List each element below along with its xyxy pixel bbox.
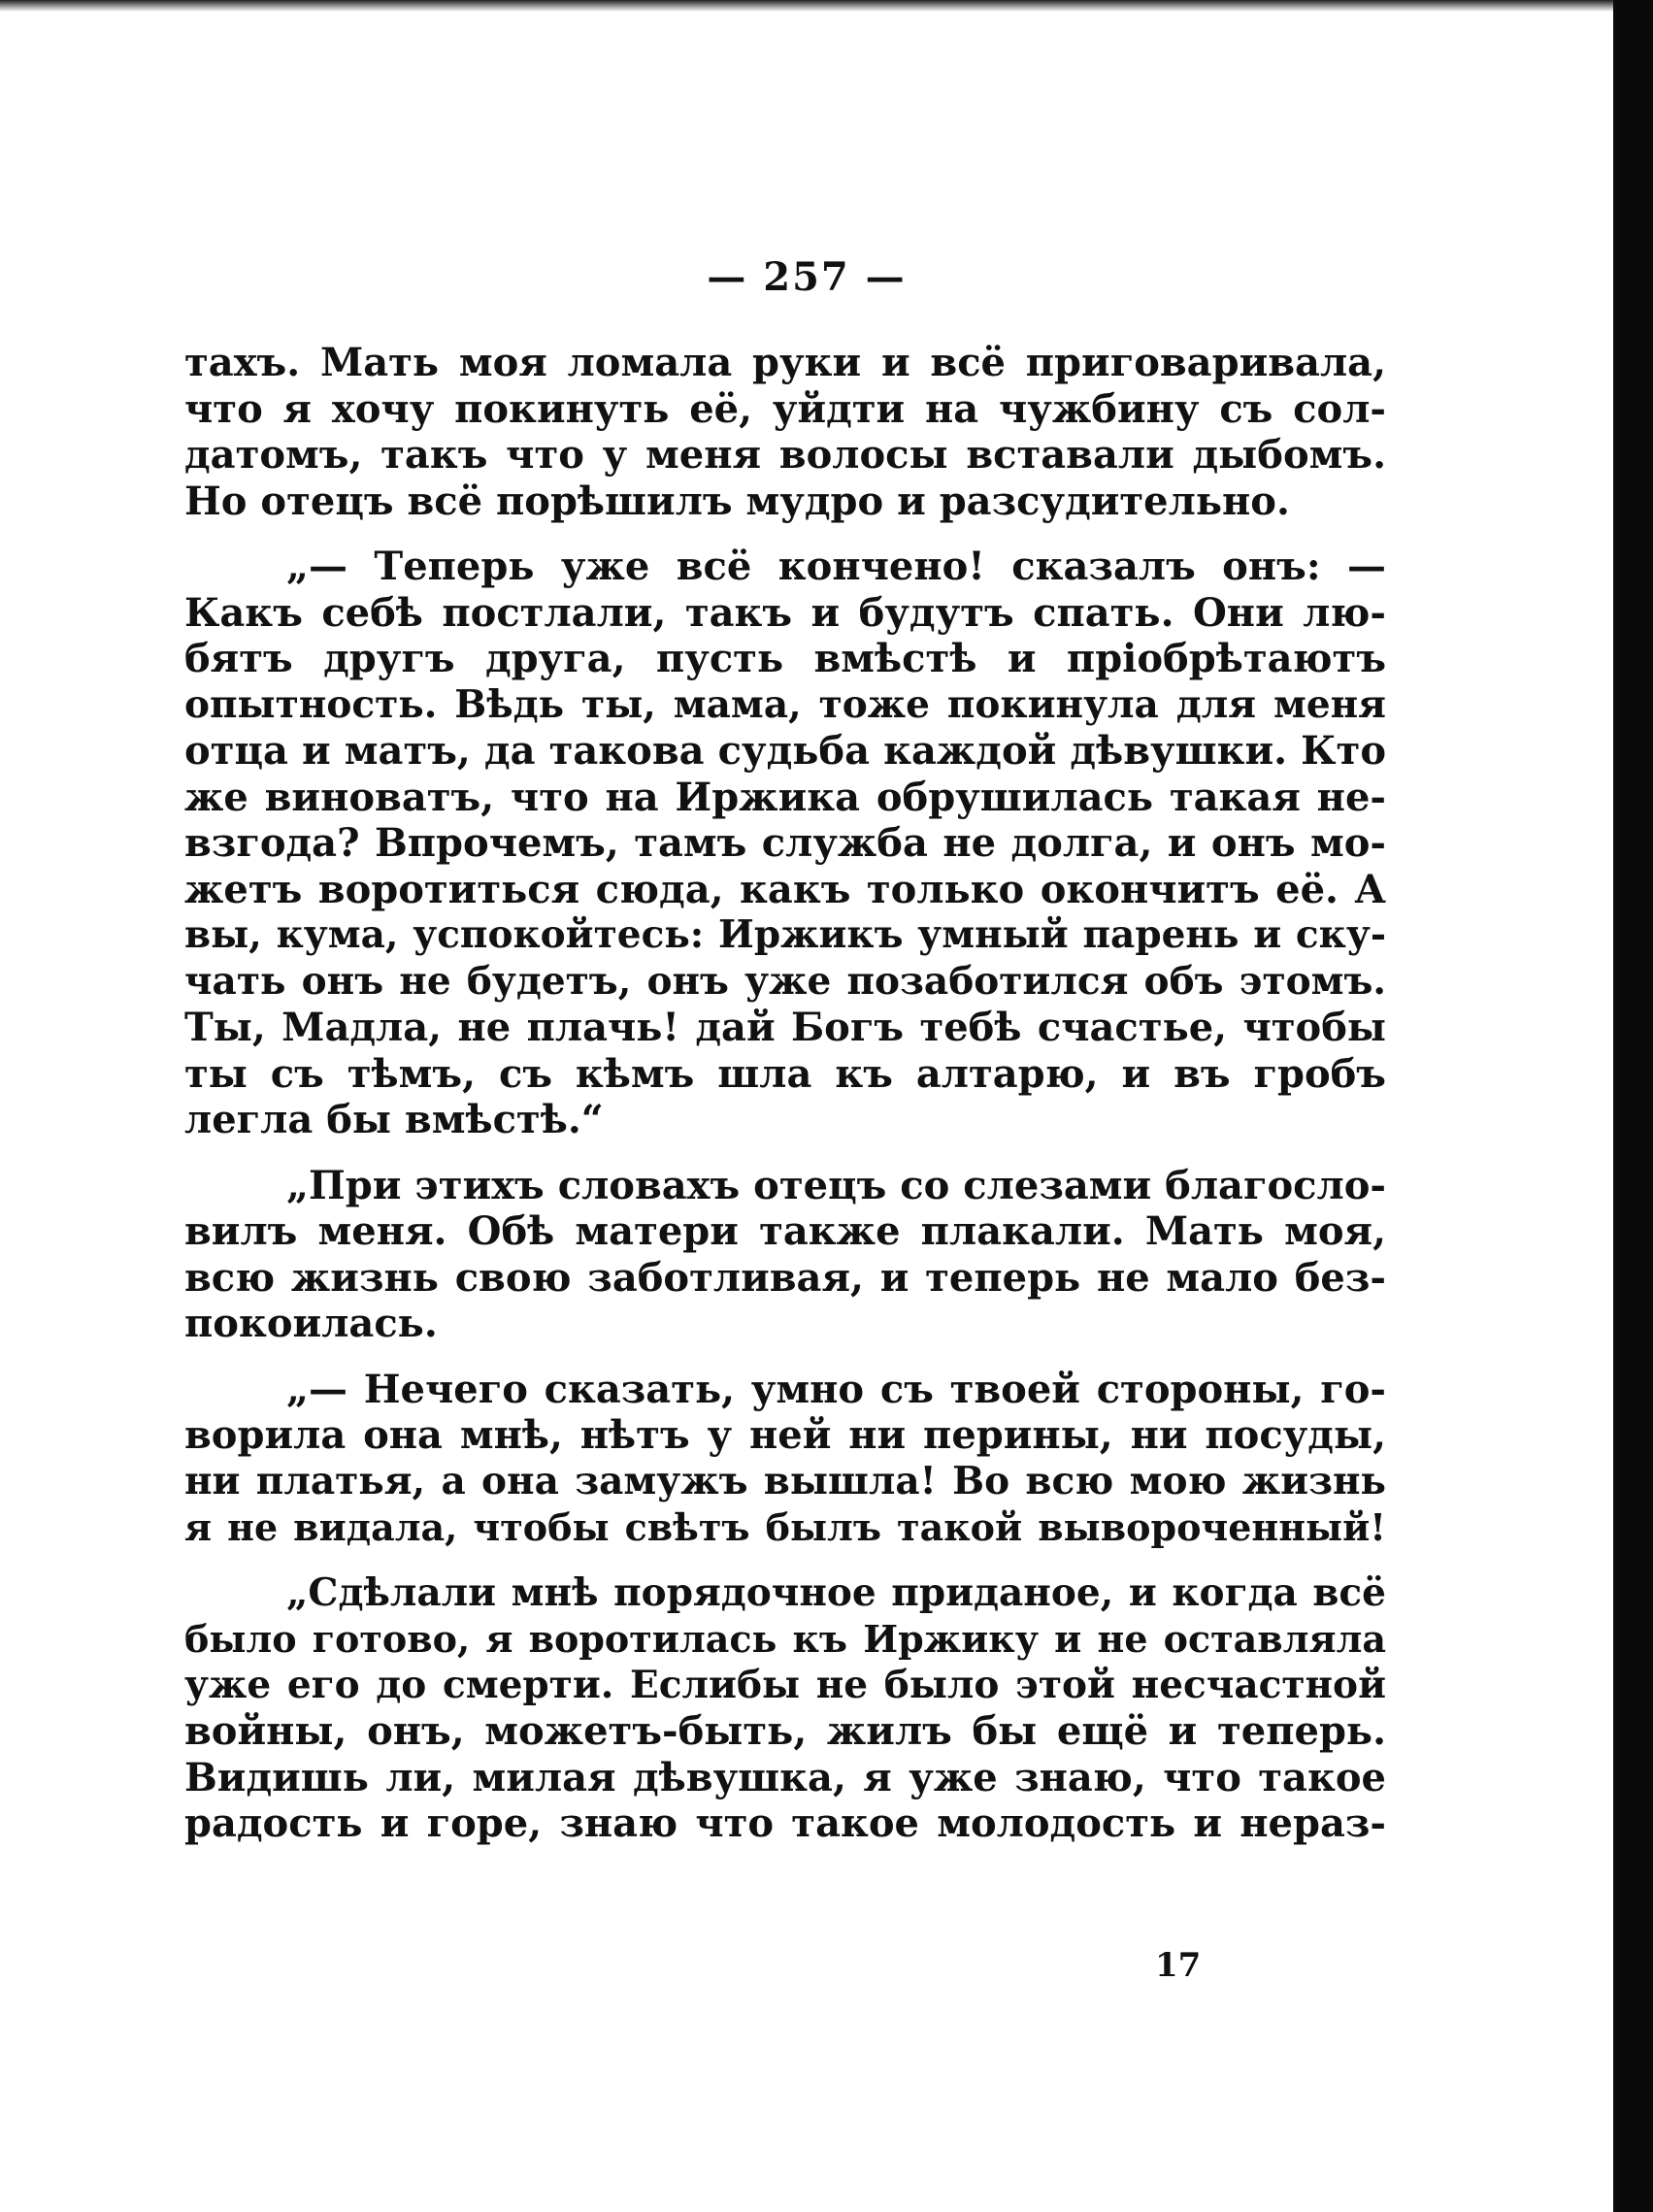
text-line: покоилась.: [184, 1301, 438, 1346]
signature-mark: 17: [1155, 1946, 1202, 1985]
text-line: „— Теперь уже всё кончено! сказалъ онъ: —: [286, 544, 1386, 589]
paragraph-2: [184, 544, 1386, 1143]
text-line: опытность. Вѣдь ты, мама, тоже покинула для меня: [184, 681, 1386, 727]
text-line: ворила она мнѣ, нѣтъ у ней ни перины, ни посуды,: [184, 1412, 1386, 1458]
text-line: войны, онъ, можетъ-быть, жилъ бы ещё и теперь.: [184, 1708, 1386, 1754]
paragraph-1: [184, 340, 1386, 524]
text-line: вилъ меня. Обѣ матери также плакали. Мать моя,: [184, 1208, 1386, 1254]
text-line: ни платья, а она замужъ вышла! Во всю мою жизнь: [184, 1458, 1386, 1503]
text-line: было готово, я воротилась къ Иржику и не оставляла: [184, 1617, 1386, 1661]
text-line: же виноватъ, что на Иржика обрушилась такая не-: [184, 774, 1386, 820]
text-line: чать онъ не будетъ, онъ уже позаботился объ этомъ.: [184, 958, 1386, 1004]
paragraph-4: [184, 1367, 1386, 1551]
text-line: „При этихъ словахъ отецъ со слезами благосло-: [286, 1162, 1386, 1208]
text-line: ты съ тѣмъ, съ кѣмъ шла къ алтарю, и въ гробъ: [184, 1050, 1386, 1097]
text-line: Какъ себѣ постлали, такъ и будутъ спать. Они лю-: [184, 589, 1386, 636]
text-line: взгода? Впрочемъ, тамъ служба не долга, и онъ мо-: [184, 820, 1386, 866]
text-line: я не видала, чтобы свѣтъ былъ такой вывороченный!: [184, 1505, 1386, 1549]
text-line: „Сдѣлали мнѣ порядочное приданое, и когда всё: [286, 1569, 1386, 1615]
scan-right-edge: [1613, 0, 1653, 2212]
text-line: Видишь ли, милая дѣвушка, я уже знаю, что такое: [184, 1754, 1386, 1800]
text-line: уже его до смерти. Еслибы не было этой несчастной: [184, 1662, 1386, 1707]
text-line: вы, кума, успокойтесь: Иржикъ умный парень и ску-: [184, 912, 1386, 957]
text-line: жетъ воротиться сюда, какъ только окончитъ её. А: [184, 866, 1386, 912]
text-line: Ты, Мадла, не плачь! дай Богъ тебѣ счастье, чтобы: [184, 1005, 1386, 1050]
text-line: тахъ. Мать моя ломала руки и всё приговаривала,: [184, 340, 1386, 385]
text-line: датомъ, такъ что у меня волосы вставали дыбомъ.: [184, 432, 1386, 478]
text-line: легла бы вмѣстѣ.“: [184, 1097, 604, 1142]
text-line: что я хочу покинуть её, уйдти на чужбину съ сол-: [184, 385, 1386, 432]
text-line: всю жизнь свою заботливая, и теперь не мало без-: [184, 1254, 1386, 1301]
text-line: отца и матъ, да такова судьба каждой дѣвушки. Кто: [184, 728, 1386, 774]
body-text: [184, 340, 1386, 1847]
text-line: „— Нечего сказать, умно съ твоей стороны, го-: [286, 1366, 1386, 1412]
text-line: бятъ другъ друга, пусть вмѣстѣ и пріобрѣтаютъ: [184, 636, 1386, 681]
page-number: — 257 —: [707, 254, 907, 300]
text-line: радость и горе, знаю что такое молодость и нераз-: [184, 1800, 1386, 1846]
paragraph-3: [184, 1163, 1386, 1347]
scan-top-edge: [0, 0, 1613, 12]
text-line: Но отецъ всё порѣшилъ мудро и разсудительно.: [184, 478, 1290, 524]
paragraph-5: [184, 1570, 1386, 1847]
